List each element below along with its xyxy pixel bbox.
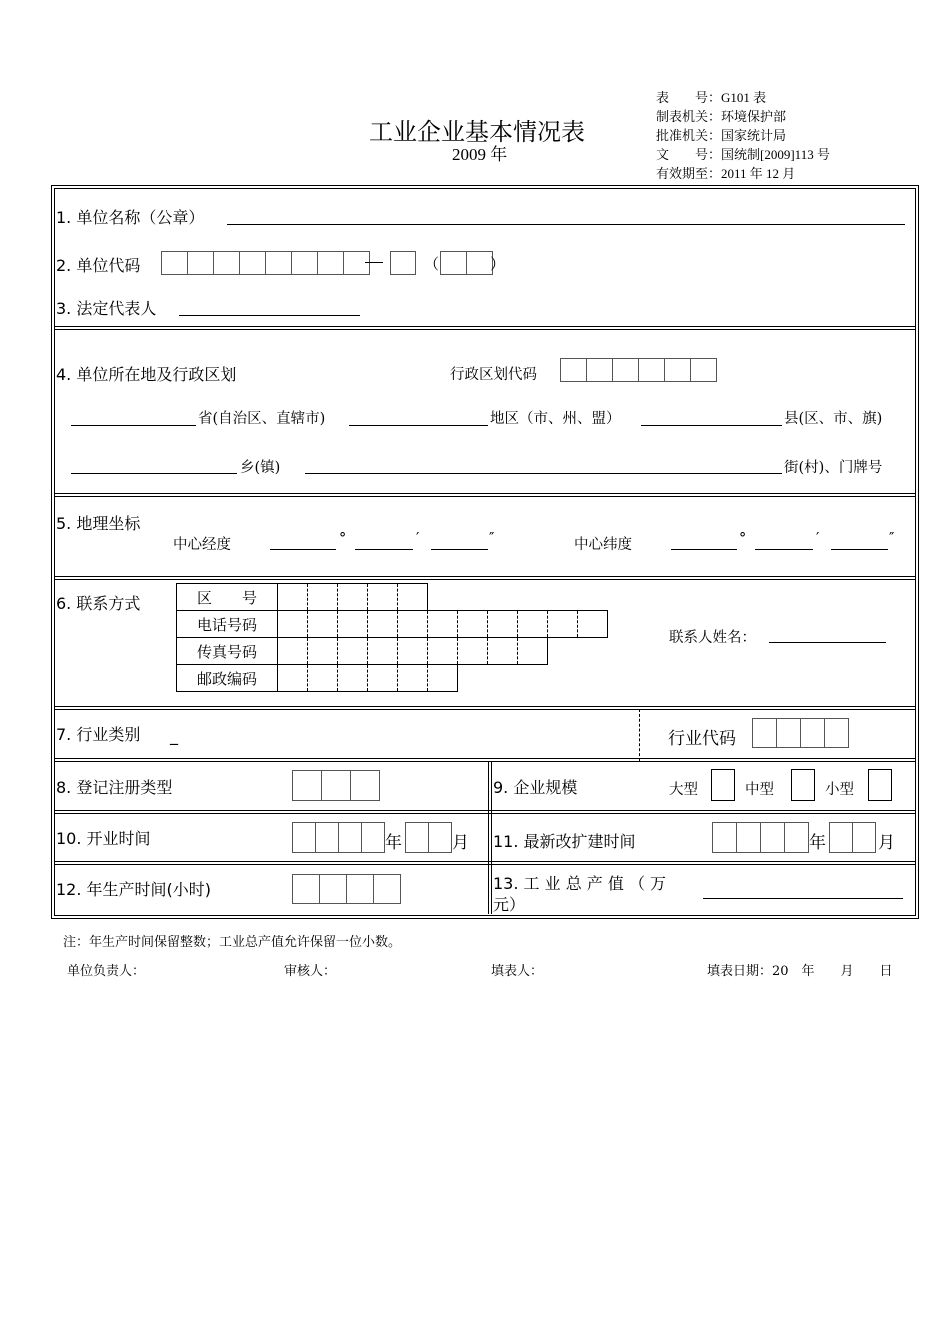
longitude-deg-symbol: ° — [339, 531, 347, 547]
section-divider — [54, 579, 915, 580]
signature-reviewer: 审核人： — [284, 964, 337, 979]
unit-code-boxes[interactable] — [161, 251, 370, 275]
annual-production-hours-boxes[interactable] — [292, 874, 401, 904]
longitude-sec-symbol: ″ — [489, 531, 495, 547]
contact-row-fax — [177, 638, 608, 665]
expansion-year-unit: 年 — [809, 833, 826, 853]
contact-label: 6. 联系方式 — [56, 594, 141, 613]
province-label: 省(自治区、直辖市) — [198, 411, 326, 427]
unit-name-field[interactable] — [227, 224, 905, 225]
opening-year-unit: 年 — [385, 833, 402, 853]
county-label: 县(区、市、旗) — [784, 411, 883, 427]
opening-month-unit: 月 — [452, 833, 469, 853]
section-divider — [54, 810, 915, 811]
form-meta — [656, 88, 830, 183]
admin-code-boxes[interactable] — [560, 358, 717, 382]
section-divider — [54, 758, 915, 759]
meta-row: 有效期至： 2011 年 12 月 — [656, 166, 796, 181]
street-label: 街(村)、门牌号 — [784, 460, 883, 476]
legal-rep-field[interactable] — [179, 315, 360, 316]
contact-row-label: 邮政编码 — [177, 665, 278, 692]
legal-rep-label: 3. 法定代表人 — [56, 299, 157, 318]
contact-person-label: 联系人姓名： — [669, 630, 756, 646]
footnote: 注：年生产时间保留整数；工业总产值允许保留一位小数。 — [63, 935, 402, 950]
section-divider — [54, 864, 915, 865]
unit-name-label: 1. 单位名称（公章） — [56, 208, 205, 227]
expansion-month-boxes[interactable] — [829, 822, 876, 853]
total-output-label-line2: 元） — [493, 895, 526, 914]
contact-row-label: 电话号码 — [177, 611, 278, 638]
contact-row-label: 区 号 — [177, 584, 278, 611]
contact-table — [176, 583, 608, 692]
contact-row-phone — [177, 611, 608, 638]
unit-code-check-box[interactable] — [390, 251, 416, 275]
section-divider — [54, 329, 915, 330]
latitude-min-field[interactable] — [755, 549, 813, 550]
latest-expansion-label: 11. 最新改扩建时间 — [493, 832, 636, 851]
meta-row: 文 号： 国统制[2009]113 号 — [656, 147, 830, 162]
contact-row-label: 传真号码 — [177, 638, 278, 665]
section-divider — [54, 496, 915, 497]
scale-small-checkbox[interactable] — [868, 769, 892, 801]
latitude-sec-field[interactable] — [831, 549, 888, 550]
unit-code-paren-close: ） — [490, 255, 506, 273]
region-label: 地区（市、州、盟） — [490, 411, 621, 427]
expansion-year-boxes[interactable] — [712, 822, 809, 853]
meta-row: 批准机关： 国家统计局 — [656, 128, 787, 143]
longitude-deg-field[interactable] — [270, 549, 336, 550]
street-field[interactable] — [305, 473, 782, 474]
industry-value[interactable]: _ — [170, 726, 178, 745]
registration-type-label: 8. 登记注册类型 — [56, 778, 173, 797]
location-label: 4. 单位所在地及行政区划 — [56, 365, 237, 384]
scale-large-label: 大型 — [669, 782, 698, 798]
expansion-month-unit: 月 — [878, 833, 895, 853]
unit-code-extra-boxes[interactable] — [440, 251, 493, 275]
scale-medium-label: 中型 — [745, 782, 774, 798]
latitude-deg-symbol: ° — [739, 531, 747, 547]
column-divider — [488, 761, 489, 914]
section-divider — [54, 576, 915, 577]
latitude-min-symbol: ′ — [816, 531, 820, 547]
meta-row: 表 号： G101 表 — [656, 90, 767, 105]
column-divider — [491, 761, 492, 914]
annual-production-hours-label: 12. 年生产时间(小时) — [56, 880, 212, 899]
industry-code-label: 行业代码 — [668, 729, 736, 749]
town-label: 乡(镇) — [240, 460, 281, 476]
section-divider — [54, 709, 915, 710]
town-field[interactable] — [71, 473, 237, 474]
section-divider — [54, 861, 915, 862]
signature-head: 单位负责人： — [67, 964, 146, 979]
opening-year-boxes[interactable] — [292, 822, 385, 853]
contact-row-area-code — [177, 584, 608, 611]
total-output-field[interactable] — [703, 898, 903, 899]
region-field[interactable] — [349, 425, 488, 426]
meta-row: 制表机关： 环境保护部 — [656, 109, 787, 124]
contact-person-field[interactable] — [769, 642, 886, 643]
scale-large-checkbox[interactable] — [711, 769, 735, 801]
admin-code-label: 行政区划代码 — [450, 367, 537, 383]
enterprise-scale-label: 9. 企业规模 — [493, 778, 578, 797]
latitude-deg-field[interactable] — [671, 549, 737, 550]
province-field[interactable] — [71, 425, 196, 426]
industry-code-boxes[interactable] — [752, 718, 849, 748]
scale-small-label: 小型 — [825, 782, 854, 798]
section-divider — [54, 326, 915, 327]
latitude-sec-symbol: ″ — [889, 531, 895, 547]
registration-type-boxes[interactable] — [292, 770, 380, 801]
fill-date: 填表日期：20 年 月 日 — [707, 964, 893, 979]
longitude-min-symbol: ′ — [416, 531, 420, 547]
column-divider — [639, 709, 640, 761]
unit-code-label: 2. 单位代码 — [56, 256, 141, 275]
section-divider — [54, 761, 915, 762]
section-divider — [54, 706, 915, 707]
longitude-min-field[interactable] — [355, 549, 413, 550]
section-divider — [54, 813, 915, 814]
longitude-sec-field[interactable] — [431, 549, 488, 550]
form-title: 工业企业基本情况表 — [369, 118, 585, 146]
unit-code-dash — [365, 262, 383, 263]
opening-month-boxes[interactable] — [405, 822, 452, 853]
contact-row-postcode — [177, 665, 608, 692]
longitude-label: 中心经度 — [173, 537, 231, 553]
opening-time-label: 10. 开业时间 — [56, 829, 151, 848]
scale-medium-checkbox[interactable] — [791, 769, 815, 801]
unit-code-paren-open: （ — [424, 255, 440, 273]
section-divider — [54, 493, 915, 494]
county-field[interactable] — [641, 425, 782, 426]
total-output-label-line1: 13. 工 业 总 产 值 （ 万 — [493, 874, 667, 893]
latitude-label: 中心纬度 — [574, 537, 632, 553]
form-year: 2009 年 — [452, 145, 508, 164]
industry-label: 7. 行业类别 — [56, 725, 141, 744]
signature-filler: 填表人： — [491, 964, 544, 979]
coords-label: 5. 地理坐标 — [56, 514, 141, 533]
